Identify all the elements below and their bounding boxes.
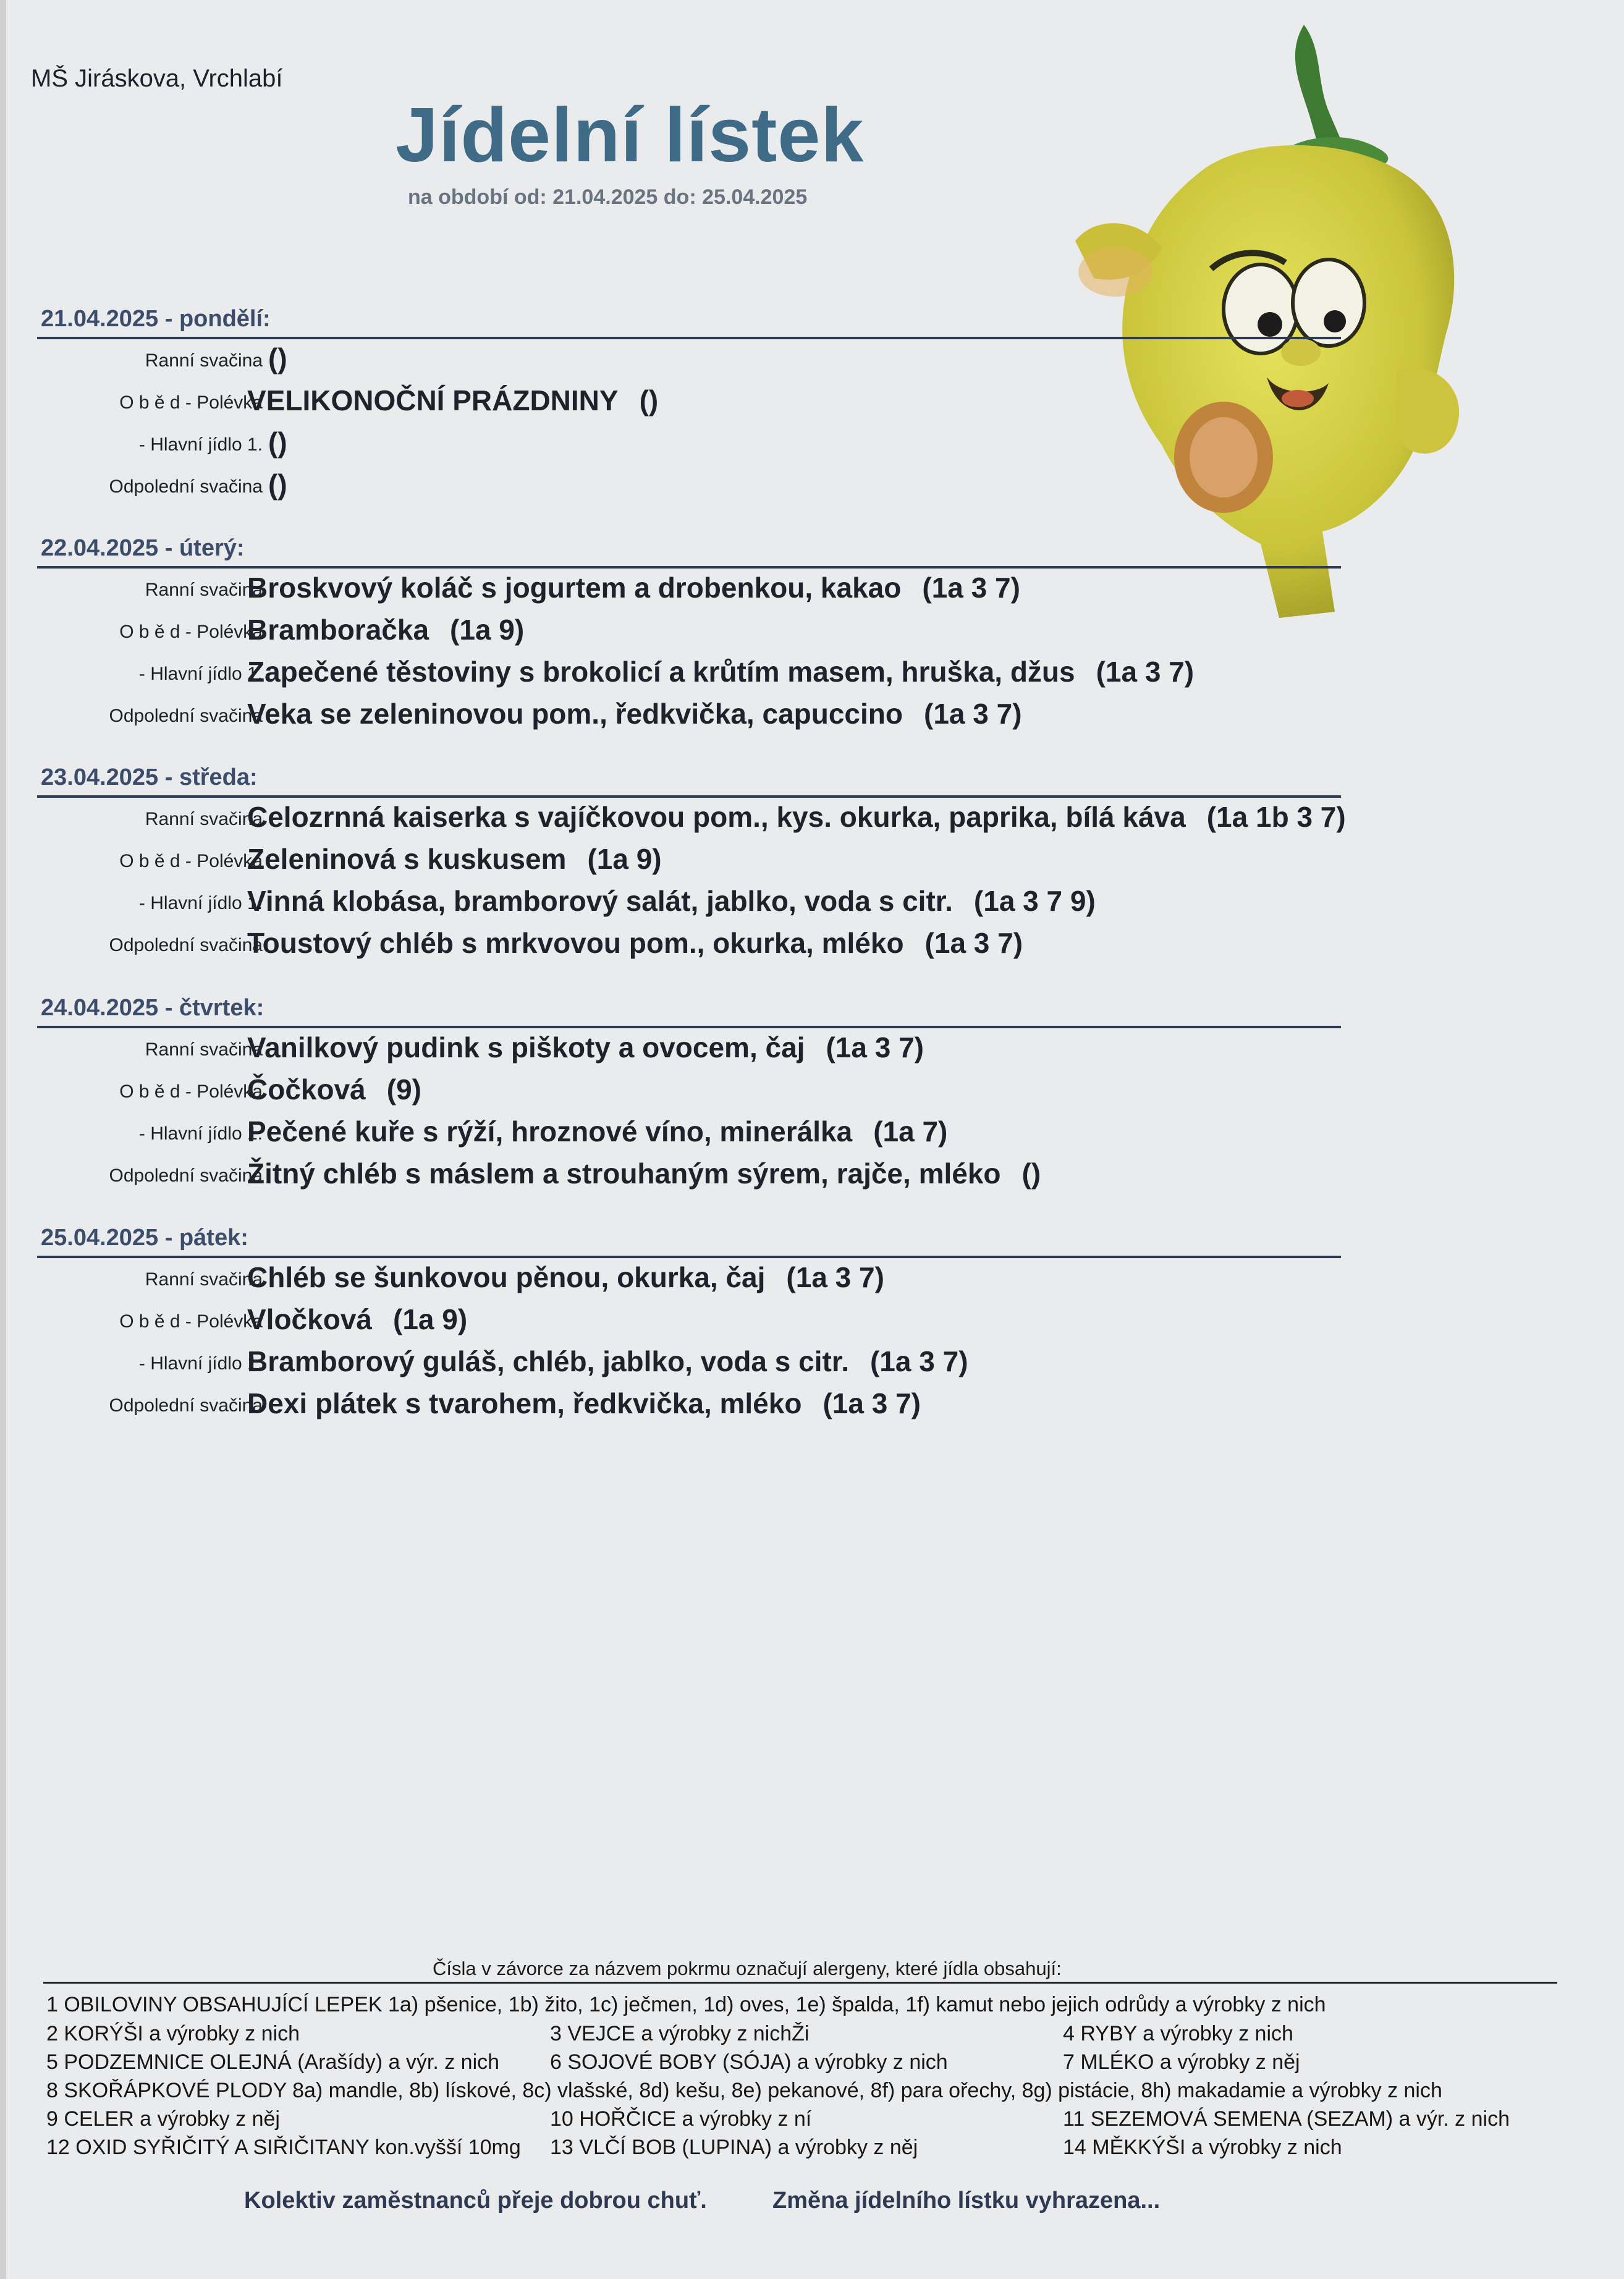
meal-dish: Vinná klobása, bramborový salát, jablko, voda s citr. (1a 3 7 9) bbox=[247, 885, 1096, 917]
meal-label: Odpolední svačina bbox=[109, 1395, 263, 1416]
meal-label: - Hlavní jídlo 1. bbox=[138, 893, 263, 913]
allergen-codes: (1a 9) bbox=[393, 1303, 468, 1335]
allergen-codes: () bbox=[268, 468, 287, 501]
footer-disclaimer: Změna jídelního lístku vyhrazena... bbox=[772, 2188, 1161, 2213]
allergen-codes: () bbox=[1021, 1157, 1041, 1190]
meal-row bbox=[37, 695, 1341, 737]
meal-row bbox=[37, 339, 1341, 381]
allergen-codes: (9) bbox=[386, 1073, 421, 1106]
meal-dish: Čočková (9) bbox=[247, 1073, 421, 1106]
meal-dish bbox=[247, 468, 287, 501]
meal-row bbox=[37, 840, 1341, 882]
meal-row bbox=[37, 1300, 1341, 1342]
day-heading: 25.04.2025 - pátek: bbox=[37, 1225, 1341, 1258]
meal-dish: Chléb se šunkovou pěnou, okurka, čaj (1a 3 7) bbox=[247, 1261, 884, 1293]
allergen-divider bbox=[43, 1982, 1557, 1984]
meal-row bbox=[37, 1112, 1341, 1154]
meal-row bbox=[37, 653, 1341, 695]
meal-row bbox=[37, 882, 1341, 924]
allergen-item: 10 HOŘČICE a výrobky z ní bbox=[550, 2107, 812, 2131]
meal-row bbox=[37, 1342, 1341, 1384]
meal-label: - Hlavní jídlo 1. bbox=[138, 1353, 263, 1374]
meal-label: Ranní svačina bbox=[145, 350, 263, 371]
allergen-item: 3 VEJCE a výrobky z nichŽi bbox=[550, 2022, 810, 2045]
meal-label: Odpolední svačina bbox=[109, 706, 263, 726]
page-title: Jídelní lístek bbox=[395, 93, 865, 178]
allergen-item: 11 SEZEMOVÁ SEMENA (SEZAM) a výr. z nich bbox=[1063, 2107, 1510, 2131]
allergen-codes: (1a 3 7) bbox=[826, 1031, 924, 1063]
meal-label: O b ě d - Polévka bbox=[119, 392, 263, 413]
meal-label: Odpolední svačina bbox=[109, 1165, 263, 1186]
meal-dish: Broskvový koláč s jogurtem a drobenkou, kakao (1a 3 7) bbox=[247, 572, 1020, 604]
menu-sheet bbox=[6, 0, 1624, 2279]
meal-row bbox=[37, 465, 1341, 507]
meal-label: - Hlavní jídlo 1. bbox=[138, 434, 263, 455]
meal-label: O b ě d - Polévka bbox=[119, 1081, 263, 1102]
allergen-codes: (1a 3 7 9) bbox=[973, 885, 1096, 917]
meal-dish: Pečené kuře s rýží, hroznové víno, minerálka (1a 7) bbox=[247, 1115, 948, 1148]
meal-dish: Zapečené těstoviny s brokolicí a krůtím masem, hruška, džus (1a 3 7) bbox=[247, 656, 1195, 688]
allergen-item: 2 KORÝŠI a výrobky z nich bbox=[46, 2022, 300, 2045]
day-heading: 24.04.2025 - čtvrtek: bbox=[37, 995, 1341, 1028]
meal-dish: Toustový chléb s mrkvovou pom., okurka, mléko (1a 3 7) bbox=[247, 927, 1023, 959]
day-block-tuesday bbox=[37, 535, 1341, 737]
allergen-codes: (1a 7) bbox=[873, 1115, 948, 1148]
meal-dish: Bramborový guláš, chléb, jablko, voda s citr. (1a 3 7) bbox=[247, 1345, 968, 1377]
meal-label: Odpolední svačina bbox=[109, 935, 263, 955]
meal-row bbox=[37, 381, 1341, 423]
meal-dish bbox=[247, 426, 287, 459]
day-block-thursday bbox=[37, 995, 1341, 1196]
meal-dish: Vanilkový pudink s piškoty a ovocem, čaj (1a 3 7) bbox=[247, 1031, 924, 1063]
day-heading: 23.04.2025 - středa: bbox=[37, 764, 1341, 798]
allergen-codes: (1a 3 7) bbox=[869, 1345, 968, 1377]
meal-dish: VELIKONOČNÍ PRÁZDNINY () bbox=[247, 384, 659, 416]
meal-label: Odpolední svačina bbox=[109, 476, 263, 497]
allergen-codes: () bbox=[639, 384, 659, 416]
meal-label: Ranní svačina bbox=[145, 809, 263, 829]
allergen-item: 4 RYBY a výrobky z nich bbox=[1063, 2022, 1293, 2045]
menu-period: na období od: 21.04.2025 do: 25.04.2025 bbox=[408, 185, 808, 209]
allergen-item: 13 VLČÍ BOB (LUPINA) a výrobky z něj bbox=[550, 2136, 918, 2159]
allergen-codes: () bbox=[268, 342, 287, 374]
meal-dish: Vločková (1a 9) bbox=[247, 1303, 468, 1335]
allergen-codes: (1a 3 7) bbox=[924, 927, 1023, 959]
allergen-codes: (1a 9) bbox=[587, 843, 662, 875]
meal-label: O b ě d - Polévka bbox=[119, 851, 263, 871]
meal-row bbox=[37, 798, 1346, 840]
allergen-legend-title: Čísla v závorce za názvem pokrmu označují alergeny, které jídla obsahují: bbox=[433, 1958, 1062, 1979]
day-heading: 22.04.2025 - úterý: bbox=[37, 535, 1341, 569]
allergen-codes: (1a 3 7) bbox=[1096, 656, 1195, 688]
meal-row bbox=[37, 1070, 1341, 1112]
meal-dish: Veka se zeleninovou pom., ředkvička, capuccino (1a 3 7) bbox=[247, 698, 1022, 730]
allergen-item: 6 SOJOVÉ BOBY (SÓJA) a výrobky z nich bbox=[550, 2050, 948, 2074]
meal-dish: Celozrnná kaiserka s vajíčkovou pom., kys. okurka, paprika, bílá káva (1a 1b 3 7) bbox=[247, 801, 1346, 833]
meal-dish: Dexi plátek s tvarohem, ředkvička, mléko (1a 3 7) bbox=[247, 1387, 921, 1419]
day-block-wednesday bbox=[37, 764, 1346, 966]
meal-dish bbox=[247, 342, 287, 375]
meal-label: - Hlavní jídlo 1. bbox=[138, 664, 263, 684]
meal-row bbox=[37, 569, 1341, 611]
meal-dish: Bramboračka (1a 9) bbox=[247, 614, 525, 646]
allergen-codes: (1a 3 7) bbox=[823, 1387, 921, 1419]
day-heading: 21.04.2025 - pondělí: bbox=[37, 306, 1341, 339]
meal-label: - Hlavní jídlo 1. bbox=[138, 1123, 263, 1144]
meal-dish: Zeleninová s kuskusem (1a 9) bbox=[247, 843, 662, 875]
meal-row bbox=[37, 1154, 1341, 1196]
allergen-item: 14 MĚKKÝŠI a výrobky z nich bbox=[1063, 2136, 1342, 2159]
meal-row bbox=[37, 1028, 1341, 1070]
meal-label: Ranní svačina bbox=[145, 1039, 263, 1060]
meal-row bbox=[37, 423, 1341, 465]
allergen-codes: (1a 3 7) bbox=[924, 698, 1022, 730]
day-block-friday bbox=[37, 1225, 1341, 1426]
allergen-item: 12 OXID SYŘIČITÝ A SIŘIČITANY kon.vyšší 10mg bbox=[46, 2136, 521, 2159]
meal-label: Ranní svačina bbox=[145, 1269, 263, 1290]
meal-dish: Žitný chléb s máslem a strouhaným sýrem, rajče, mléko () bbox=[247, 1157, 1041, 1190]
school-name: MŠ Jiráskova, Vrchlabí bbox=[31, 65, 283, 92]
allergen-codes: () bbox=[268, 426, 287, 459]
allergen-item: 1 OBILOVINY OBSAHUJÍCÍ LEPEK 1a) pšenice, 1b) žito, 1c) ječmen, 1d) oves, 1e) špalda, 1f) kamut nebo jejich odrůdy a výrobky z nich bbox=[46, 1993, 1326, 2016]
allergen-codes: (1a 3 7) bbox=[786, 1261, 884, 1293]
allergen-codes: (1a 1b 3 7) bbox=[1206, 801, 1346, 833]
allergen-item: 8 SKOŘÁPKOVÉ PLODY 8a) mandle, 8b) lískové, 8c) vlašské, 8d) kešu, 8e) pekanové, 8f) para ořechy, 8g) pistácie, 8h) makadamie a výrobky z nich bbox=[46, 2079, 1442, 2102]
footer-greeting: Kolektiv zaměstnanců přeje dobrou chuť. bbox=[244, 2188, 707, 2213]
meal-row bbox=[37, 1258, 1341, 1300]
allergen-codes: (1a 3 7) bbox=[922, 572, 1020, 604]
allergen-codes: (1a 9) bbox=[450, 614, 525, 646]
allergen-item: 9 CELER a výrobky z něj bbox=[46, 2107, 280, 2131]
meal-row bbox=[37, 611, 1341, 653]
meal-row bbox=[37, 924, 1341, 966]
allergen-item: 5 PODZEMNICE OLEJNÁ (Arašídy) a výr. z nich bbox=[46, 2050, 500, 2074]
meal-label: O b ě d - Polévka bbox=[119, 622, 263, 642]
meal-label: O b ě d - Polévka bbox=[119, 1311, 263, 1332]
meal-label: Ranní svačina bbox=[145, 580, 263, 600]
allergen-item: 7 MLÉKO a výrobky z něj bbox=[1063, 2050, 1300, 2074]
day-block-monday bbox=[37, 306, 1341, 507]
meal-row bbox=[37, 1384, 1341, 1426]
